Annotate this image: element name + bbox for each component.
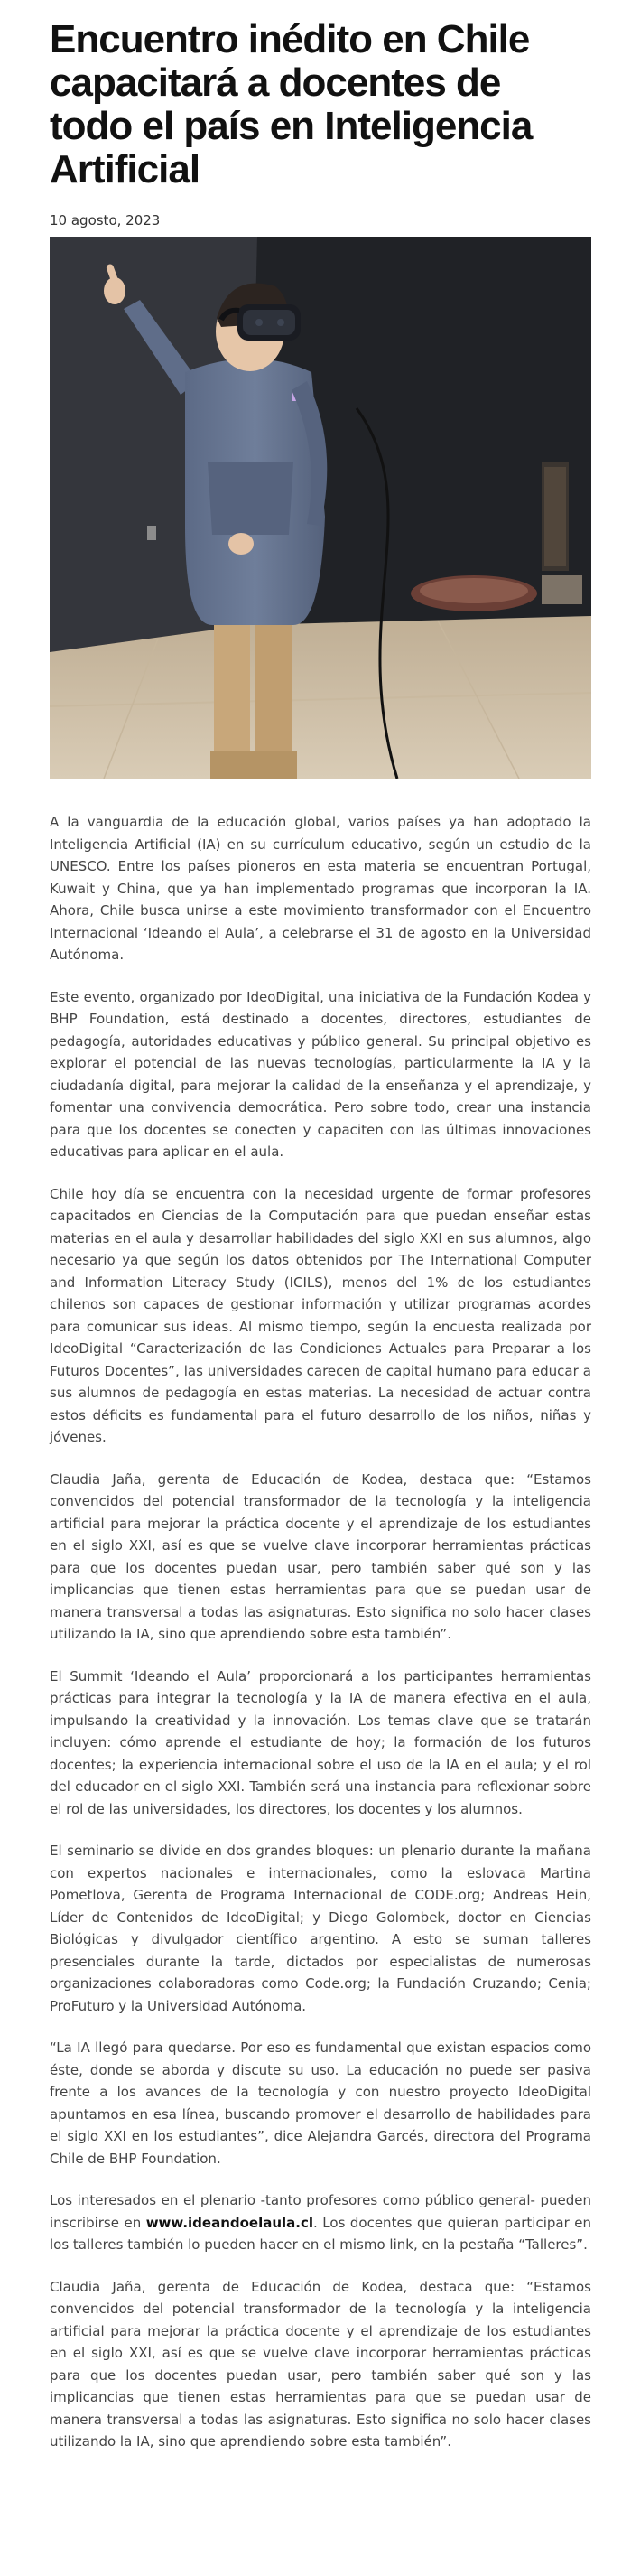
paragraph: A la vanguardia de la educación global, varios países ya han adoptado la Inteligencia Artificial (IA) en su currículum educativo, según un estudio de la UNESCO. Entre los países pioneros en esta materia se encuentran Portugal, Kuwait y China, que ya han implementado programas que incorporan la IA. Ahora, Chile busca unirse a este movimiento transformador con el Encuentro Internacional ‘Ideando el Aula’, a celebrarse el 31 de agosto en la Universidad Autónoma. (50, 814, 591, 963)
registration-text-after: . Los docentes que quieran participar en los talleres también lo pueden hacer en el mismo link, en la pestaña “Talleres”. (50, 2214, 591, 2253)
paragraph: Claudia Jaña, gerenta de Educación de Kodea, destaca que: “Estamos convencidos del potencial transformador de la tecnología y la inteligencia artificial para mejorar la práctica docente y el aprendizaje de los estudiantes en el siglo XXI, así es que se vuelve clave incorporar herramientas prácticas para que los docentes puedan usar, pero también saber qué son y las implicancias que tienen estas herramientas para que se puedan usar de manera transversal a todas las asignaturas. Esto significa no solo hacer clases utilizando la IA, sino que aprendiendo sobre esta también”. (50, 1470, 591, 1642)
article-title: Encuentro inédito en Chile capacitará a docentes de todo el país en Inteligencia Artificial (50, 17, 533, 191)
closing-quote-paragraph: Claudia Jaña, gerenta de Educación de Kodea, destaca que: “Estamos convencidos del potencial transformador de la tecnología y la inteligencia artificial para mejorar la práctica docente y el aprendizaje de los estudiantes en el siglo XXI, así es que se vuelve clave incorporar herramientas prácticas para que los docentes puedan usar, pero también saber qué son y las implicancias que tienen estas herramientas para que se puedan usar de manera transversal a todas las asignaturas. Esto significa no solo hacer clases utilizando la IA, sino que aprendiendo sobre esta también”. (50, 2278, 591, 2450)
article (50, 0, 591, 2473)
paragraph: El Summit ‘Ideando el Aula’ proporcionará a los participantes herramientas prácticas para integrar la tecnología y la IA de manera efectiva en el aula, impulsando la creatividad y la innovación. Los temas clave que se tratarán incluyen: cómo aprende el estudiante de hoy; la formación de los futuros docentes; la experiencia internacional sobre el uso de la IA en el aula; y el rol del educador en el siglo XXI. También será una instancia para reflexionar sobre el rol de las universidades, los directores, los docentes y los alumnos. (50, 1667, 591, 1817)
paragraph: Chile hoy día se encuentra con la necesidad urgente de formar profesores capacitados en Ciencias de la Computación para que puedan enseñar estas materias en el aula y desarrollar habilidades del siglo XXI en sus alumnos, algo necesario ya que según los datos obtenidos por The International Computer and Information Literacy Study (ICILS), menos del 1% de los estudiantes chilenos son capaces de gestionar información y utilizar programas acordes para comunicar sus ideas. Al mismo tiempo, según la encuesta realizada por IdeoDigital “Caracterización de las Condiciones Actuales para Preparar a los Futuros Docentes”, las universidades carecen de capital humano para educar a sus alumnos de pedagogía en estas materias. La necesidad de actuar contra estos déficits es fundamental para el futuro desarrollo de los niños, niñas y jóvenes. (50, 1185, 591, 1445)
paragraph: Este evento, organizado por IdeoDigital, una iniciativa de la Fundación Kodea y BHP Foundation, está destinado a docentes, directores, estudiantes de pedagogía, autoridades educativas y público general. Su principal objetivo es explorar el potencial de las nuevas tecnologías, particularmente la IA y la ciudadanía digital, para mejorar la calidad de la enseñanza y el aprendizaje, y fomentar una convivencia democrática. Pero sobre todo, crear una instancia para que los docentes se conecten y capaciten con las últimas innovaciones educativas para aplicar en el aula. (50, 988, 591, 1160)
registration-link[interactable]: www.ideandoelaula.cl (145, 2214, 314, 2231)
article-date: 10 agosto, 2023 (50, 212, 161, 229)
paragraph: “La IA llegó para quedarse. Por eso es fundamental que existan espacios como éste, donde se aborda y discute su uso. La educación no puede ser pasiva frente a los avances de la tecnología y con nuestro proyecto IdeoDigital apuntamos en esa línea, buscando promover el desarrollo de habilidades para el siglo XXI en los estudiantes”, dice Alejandra Garcés, directora del Programa Chile de BHP Foundation. (50, 2039, 591, 2167)
paragraph: El seminario se divide en dos grandes bloques: un plenario durante la mañana con expertos nacionales e internacionales, como la eslovaca Martina Pometlova, Gerenta de Programa Internacional de CODE.org; Andreas Hein, Líder de Contenidos de IdeoDigital; y Diego Golombek, doctor en Ciencias Biológicas y divulgador científico argentino. A esto se suman talleres presenciales durante la tarde, dictados por especialistas de numerosas organizaciones colaboradoras como Code.org; la Fundación Cruzando; Cenia; ProFuturo y la Universidad Autónoma. (50, 1843, 591, 2014)
registration-text-before: Los interesados en el plenario -tanto profesores como público general- pueden inscribirse en (50, 2192, 591, 2231)
registration-paragraph (50, 2189, 591, 2256)
article-body (50, 811, 591, 2453)
hero-photo-vr-user (50, 237, 591, 779)
